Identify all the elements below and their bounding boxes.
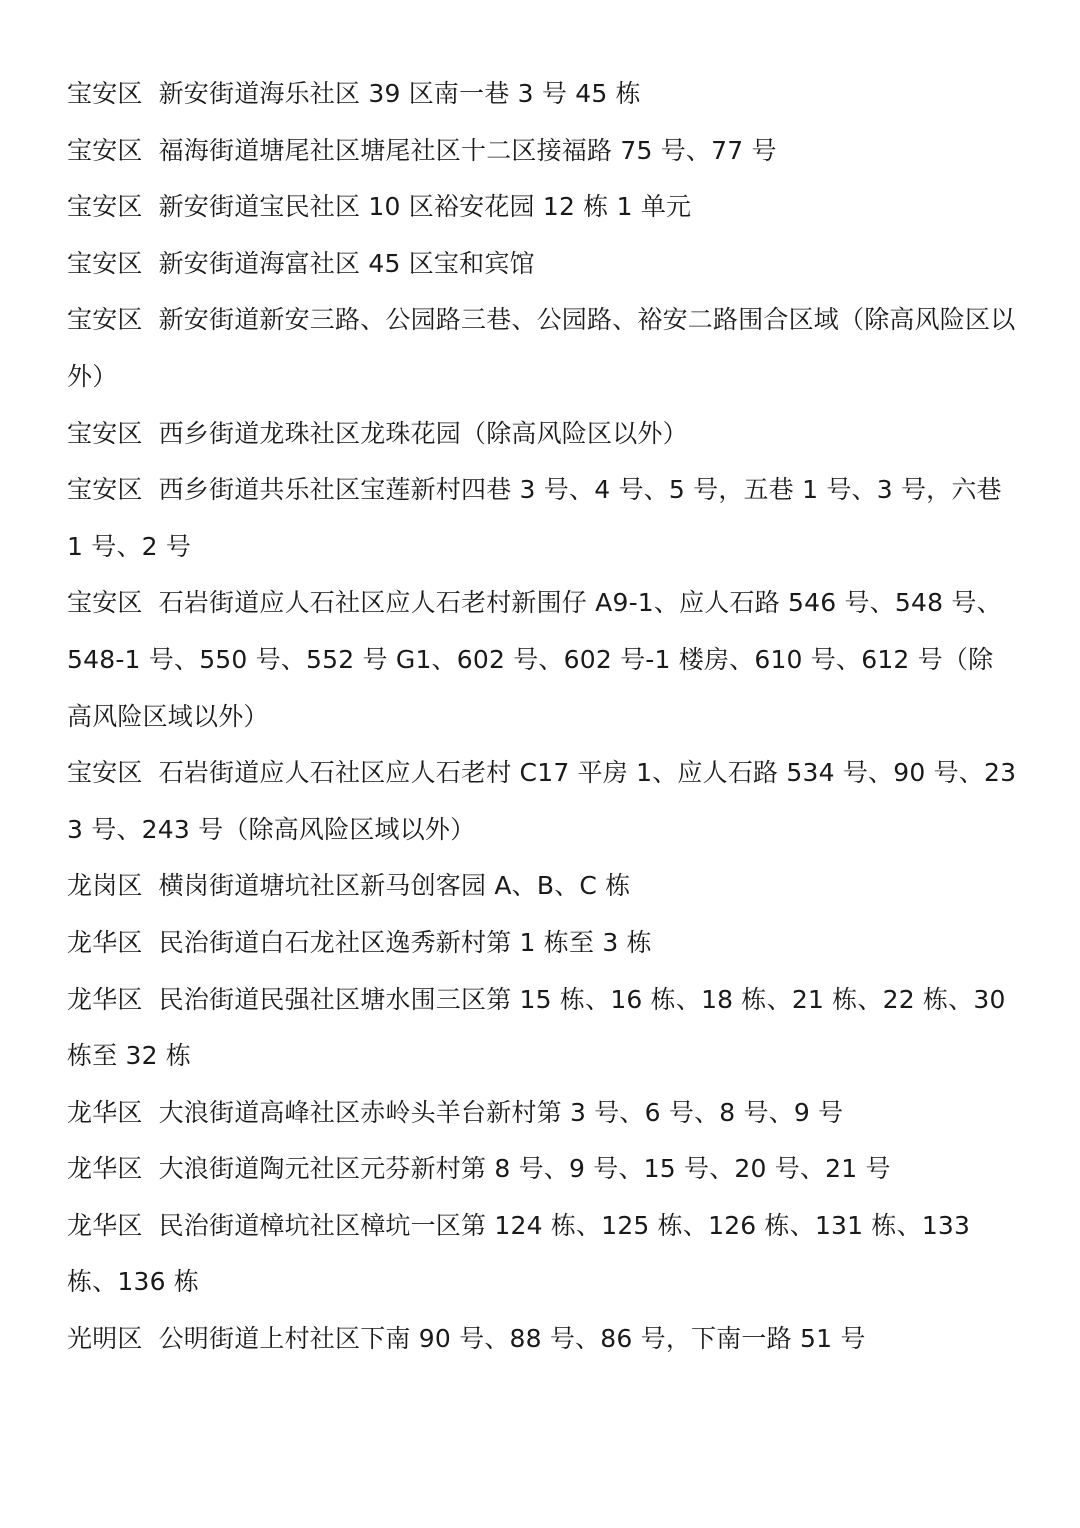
district-name: 龙华区: [67, 1097, 143, 1127]
district-name: 宝安区: [67, 588, 143, 618]
list-item: [67, 858, 1017, 915]
district-name: 龙岗区: [67, 871, 143, 901]
district-name: 宝安区: [67, 758, 143, 788]
district-name: 宝安区: [67, 305, 143, 335]
list-item: [67, 1085, 1017, 1142]
list-item: [67, 972, 1017, 1085]
address-text: 横岗街道塘坑社区新马创客园 A、B、C 栋: [158, 871, 631, 901]
address-text: 石岩街道应人石社区应人石老村新围仔 A9-1、应人石路 546 号、548 号、548-1 号、550 号、552 号 G1、602 号、602 号-1 楼房、610 号、612 号（除高风险区域以外）: [67, 588, 1002, 731]
address-text: 西乡街道龙珠社区龙珠花园（除高风险区以外）: [158, 418, 688, 448]
district-name: 龙华区: [67, 1210, 143, 1240]
address-text: 新安街道海乐社区 39 区南一巷 3 号 45 栋: [158, 79, 641, 108]
address-text: 新安街道新安三路、公园路三巷、公园路、裕安二路围合区域（除高风险区以外）: [67, 305, 1016, 391]
address-text: 民治街道白石龙社区逸秀新村第 1 栋至 3 栋: [158, 927, 652, 957]
district-name: 宝安区: [67, 79, 143, 108]
address-text: 新安街道海富社区 45 区宝和宾馆: [158, 248, 535, 278]
document-page: [67, 66, 1017, 1368]
address-text: 民治街道民强社区塘水围三区第 15 栋、16 栋、18 栋、21 栋、22 栋、30 栋至 32 栋: [67, 984, 1006, 1071]
address-text: 大浪街道高峰社区赤岭头羊台新村第 3 号、6 号、8 号、9 号: [158, 1097, 844, 1127]
list-item: [67, 575, 1017, 745]
district-name: 光明区: [67, 1324, 143, 1354]
district-name: 龙华区: [67, 984, 143, 1014]
district-name: 宝安区: [67, 248, 143, 278]
address-text: 新安街道宝民社区 10 区裕安花园 12 栋 1 单元: [158, 192, 692, 222]
district-name: 宝安区: [67, 418, 143, 448]
list-item: [67, 66, 1017, 123]
address-text: 公明街道上村社区下南 90 号、88 号、86 号，下南一路 51 号: [158, 1324, 866, 1354]
district-name: 宝安区: [67, 135, 143, 165]
address-text: 民治街道樟坑社区樟坑一区第 124 栋、125 栋、126 栋、131 栋、133 栋、136 栋: [67, 1210, 971, 1297]
district-name: 宝安区: [67, 475, 143, 505]
address-text: 西乡街道共乐社区宝莲新村四巷 3 号、4 号、5 号，五巷 1 号、3 号，六巷 1 号、2 号: [67, 475, 1002, 561]
list-item: [67, 1198, 1017, 1311]
list-item: [67, 236, 1017, 293]
list-item: [67, 123, 1017, 180]
list-item: [67, 1141, 1017, 1198]
address-text: 福海街道塘尾社区塘尾社区十二区接福路 75 号、77 号: [158, 135, 777, 165]
list-item: [67, 915, 1017, 972]
district-name: 宝安区: [67, 192, 143, 222]
district-name: 龙华区: [67, 927, 143, 957]
list-item: [67, 745, 1017, 858]
list-item: [67, 1311, 1017, 1368]
list-item: [67, 292, 1017, 405]
list-item: [67, 179, 1017, 236]
district-name: 龙华区: [67, 1154, 143, 1184]
address-text: 大浪街道陶元社区元芬新村第 8 号、9 号、15 号、20 号、21 号: [158, 1154, 891, 1184]
list-item: [67, 462, 1017, 575]
address-text: 石岩街道应人石社区应人石老村 C17 平房 1、应人石路 534 号、90 号、233 号、243 号（除高风险区域以外）: [67, 758, 1017, 844]
list-item: [67, 406, 1017, 463]
